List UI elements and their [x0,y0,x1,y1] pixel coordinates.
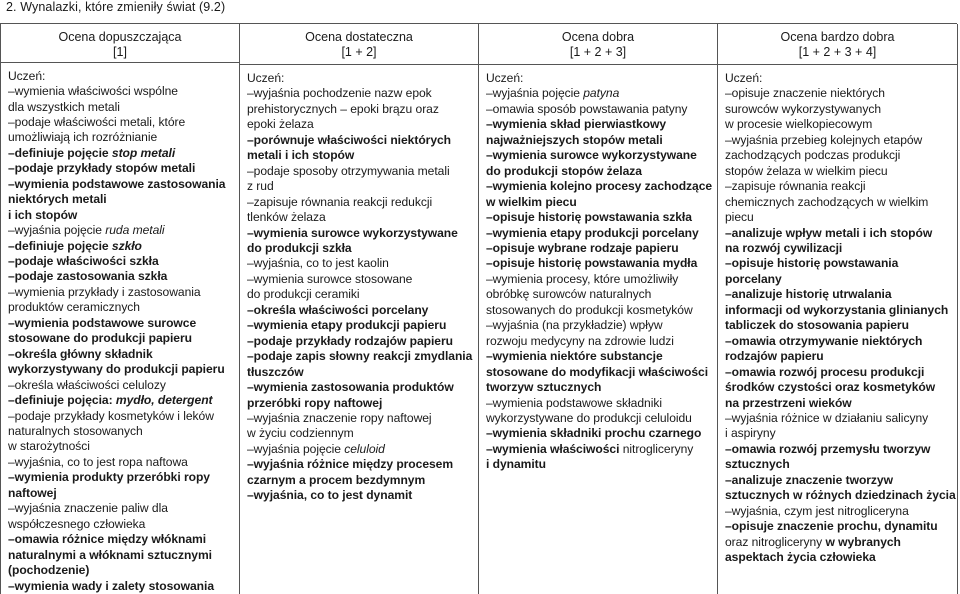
text-run: –określa właściwości celulozy [8,377,166,392]
text-run: Uczeń: [8,68,46,83]
requirement-line [8,455,233,470]
text-run: Uczeń: [247,71,285,85]
text-run: –wymienia etapy produkcji porcelany [486,225,699,240]
text-run: wykorzystywane do produkcji celuloidu [486,410,692,425]
column-title: Ocena dostateczna [305,30,413,44]
requirement-line [8,285,233,300]
requirement-line [725,256,951,271]
requirement-line [8,439,233,454]
text-run: –wymienia zastosowania produktów [247,380,454,395]
requirement-line [725,210,951,225]
requirement-line [725,349,951,364]
text-run: –wymienia podstawowe zastosowania [8,176,226,191]
text-run: zachodzących podczas produkcji [725,148,901,163]
text-run: środków czystości oraz kosmetyków [725,380,936,395]
text-run: –wymienia etapy produkcji papieru [247,318,447,333]
requirement-line [247,226,472,241]
text-run: tlenków żelaza [247,210,326,225]
requirement-line [486,256,711,271]
requirement-line [725,102,951,117]
requirement-line [725,179,951,194]
requirement-line [486,365,711,380]
column-header [1,24,239,63]
requirement-line [8,130,233,145]
requirement-line [8,69,233,84]
requirement-line [725,71,951,86]
requirement-line [725,426,951,441]
text-run: –definiuje pojęcia: [8,393,116,408]
text-run: –podaje przykłady stopów metali [8,161,196,176]
requirement-line [725,380,951,395]
text-run: –podaje przykłady rodzajów papieru [247,333,453,348]
requirement-line [486,396,711,411]
text-run: i dynamitu [486,457,546,472]
requirement-line [247,426,472,441]
text-run: –wymienia składniki prochu czarnego [486,426,702,441]
requirement-line [725,117,951,132]
text-run: stosowane do modyfikacji właściwości [486,364,709,379]
text-run: stosowanych do produkcji kosmetyków [486,302,693,317]
requirement-line [725,411,951,426]
requirement-line [8,486,233,501]
requirement-line [486,71,711,86]
requirement-line [725,241,951,256]
text-run: prehistorycznych – epoki brązu oraz [247,101,439,116]
requirement-line [486,411,711,426]
requirement-line [247,473,472,488]
text-run: w wybranych [825,534,901,549]
column-body [479,65,717,473]
text-run: –wymienia właściwości [486,441,623,456]
text-run: –wymienia procesy, które umożliwiły [486,271,679,286]
text-run: –wyjaśnia (na przykładzie) wpływ [486,318,663,333]
requirement-line [247,179,472,194]
text-run: współczesnego człowieka [8,516,146,531]
requirement-line [486,334,711,349]
text-run: –opisuje historię powstawania szkła [486,210,692,225]
text-run: do produkcji ceramiki [247,287,360,302]
requirement-line [486,426,711,441]
text-run: Uczeń: [486,71,524,85]
requirement-line [725,195,951,210]
text-run: rodzajów papieru [725,349,824,364]
text-run: –wymienia podstawowe składniki [486,395,662,410]
text-run: Uczeń: [725,71,763,85]
text-run: –opisuje znaczenie niektórych [725,86,885,101]
requirement-line [8,579,233,594]
requirement-line [725,442,951,457]
requirement-line [725,318,951,333]
text-run: –określa główny składnik [8,346,153,361]
text-run: –podaje zastosowania szkła [8,269,168,284]
requirement-line [725,148,951,163]
requirement-line [8,269,233,284]
column-header [479,24,717,65]
text-run: epoki żelaza [247,117,314,132]
requirement-line [8,316,233,331]
requirement-line [8,548,233,563]
text-run: –wyjaśnia, co to jest kaolin [247,256,389,271]
requirement-line [486,86,711,101]
text-run: –wyjaśnia przebieg kolejnych etapów [725,132,923,147]
requirement-line [725,504,951,519]
text-run: –analizuje wpływ metali i ich stopów [725,225,933,240]
text-run: (pochodzenie) [8,563,90,578]
column-title: Ocena dopuszczająca [58,30,182,44]
text-run: patyna [583,86,620,101]
text-run: metali i ich stopów [247,148,355,163]
requirement-line [8,300,233,315]
text-run: –wyjaśnia znaczenie ropy naftowej [247,410,432,425]
requirement-line [8,470,233,485]
text-run: –wymienia surowce stosowane [247,271,413,286]
requirement-line [8,331,233,346]
text-run: –analizuje znaczenie tworzyw [725,472,893,487]
requirement-line [8,254,233,269]
text-run: –podaje zapis słowny reakcji zmydlania [247,349,473,364]
requirement-line [8,223,233,238]
text-run: –opisuje historię powstawania mydła [486,256,698,271]
text-run: –opisuje historię powstawania [725,256,899,271]
text-run: na rozwój cywilizacji [725,240,843,255]
column-title: Ocena dobra [561,30,635,44]
text-run: –wymienia niektóre substancje [486,349,663,364]
requirement-line [247,334,472,349]
text-run: szkło [111,238,142,253]
requirement-line [247,256,472,271]
text-run: i ich stopów [8,207,78,222]
text-run: –wymienia kolejno procesy zachodzące [486,179,713,194]
text-run: –podaje sposoby otrzymywania metali [247,163,450,178]
requirement-line [8,501,233,516]
text-run: –wyjaśnia różnice w działaniu salicyny [725,410,929,425]
text-run: –wymienia surowce wykorzystywane [247,225,458,240]
text-run: –wymienia przykłady i zastosowania [8,284,201,299]
requirement-line [8,84,233,99]
text-run: stosowane do produkcji papieru [8,331,192,346]
requirement-line [8,192,233,207]
text-run: do produkcji stopów żelaza [486,163,642,178]
requirement-line [725,86,951,101]
text-run: stopów żelaza w wielkim piecu [725,163,888,178]
requirement-line [725,272,951,287]
requirement-line [247,86,472,101]
text-run: –wymienia właściwości wspólne [8,84,178,99]
requirement-line [247,318,472,333]
text-run: –wyjaśnia różnice między procesem [247,457,454,472]
text-run: –wyjaśnia, czym jest nitrogliceryna [725,503,909,518]
text-run: –wymienia skład pierwiastkowy [486,117,667,132]
text-run: –wymienia podstawowe surowce [8,315,197,330]
requirement-line [725,396,951,411]
text-run: –określa właściwości porcelany [247,302,429,317]
requirement-line [8,362,233,377]
text-run: produktów ceramicznych [8,300,140,315]
text-run: –wyjaśnia pojęcie [247,441,345,456]
requirement-line [8,393,233,408]
text-run: naturalnych stosowanych [8,424,143,439]
text-run: –omawia rozwój przemysłu tworzyw [725,441,931,456]
column-body [1,63,239,594]
text-run: celuloid [344,441,385,456]
requirement-line [8,409,233,424]
requirement-line [725,334,951,349]
text-run: w procesie wielkopiecowym [725,117,873,132]
text-run: przeróbki ropy naftowej [247,395,383,410]
text-run: –podaje właściwości szkła [8,254,159,269]
text-run: –zapisuje równania reakcji [725,179,866,194]
requirement-line [725,303,951,318]
requirement-line [247,272,472,287]
text-run: informacji od wykorzystania glinianych [725,302,949,317]
text-run: –wymienia surowce wykorzystywane [486,148,697,163]
requirement-line [486,195,711,210]
requirement-line [486,148,711,163]
requirement-line [486,303,711,318]
requirement-line [486,226,711,241]
requirement-line [8,146,233,161]
text-run: –wymienia wady i zalety stosowania [8,578,214,593]
text-run: w starożytności [8,439,90,454]
text-run: surowców wykorzystywanych [725,101,882,116]
text-run: porcelany [725,271,782,286]
requirement-line [8,100,233,115]
column-title: Ocena bardzo dobra [780,30,895,44]
text-run: –wyjaśnia, co to jest ropa naftowa [8,454,188,469]
requirement-line [486,272,711,287]
text-run: –wyjaśnia pojęcie [486,86,584,101]
text-run: oraz nitrogliceryny [725,534,826,549]
requirement-line [8,378,233,393]
requirement-line [725,287,951,302]
text-run: najważniejszych stopów metali [486,132,663,147]
text-run: na przestrzeni wieków [725,395,852,410]
requirement-line [8,532,233,547]
text-run: –analizuje historię utrwalania [725,287,892,302]
column-formula: [1 + 2 + 3 + 4] [798,45,877,59]
requirement-line [486,349,711,364]
requirement-line [486,179,711,194]
requirement-line [8,239,233,254]
requirement-line [725,226,951,241]
requirement-line [8,115,233,130]
requirement-line [247,117,472,132]
requirement-line [486,164,711,179]
column-formula: [1 + 2 + 3] [569,45,627,59]
requirement-line [247,195,472,210]
column-formula: [1] [113,45,127,59]
requirement-line [247,287,472,302]
requirement-line [247,102,472,117]
text-run: tabliczek do stosowania papieru [725,318,909,333]
text-run: aspektach życia człowieka [725,550,876,565]
column-formula: [1 + 2] [341,45,377,59]
text-run: niektórych metali [8,192,107,207]
requirement-line [247,164,472,179]
column-body [718,65,957,566]
text-run: w wielkim piecu [486,194,577,209]
requirement-line [486,380,711,395]
requirement-line [247,148,472,163]
text-run: –podaje właściwości metali, które [8,114,186,129]
text-run: –omawia otrzymywanie niektórych [725,333,923,348]
text-run: dla wszystkich metali [8,99,120,114]
text-run: –wyjaśnia pochodzenie nazw epok [247,86,432,101]
text-run: z rud [247,179,274,194]
requirement-line [247,303,472,318]
column-header [718,24,957,65]
requirement-line [725,133,951,148]
requirement-line [247,241,472,256]
requirement-line [247,411,472,426]
text-run: –omawia rozwój procesu produkcji [725,364,925,379]
requirement-line [8,563,233,578]
requirement-line [486,318,711,333]
text-run: –wyjaśnia, co to jest dynamit [247,488,413,503]
requirement-line [725,519,951,534]
text-run: sztucznych [725,457,790,472]
requirement-line [725,457,951,472]
text-run: –wyjaśnia znaczenie paliw dla [8,501,168,516]
requirement-line [8,177,233,192]
text-run: i aspiryny [725,426,776,441]
requirement-line [486,133,711,148]
text-run: stop metali [111,145,176,160]
text-run: –definiuje pojęcie [8,238,112,253]
text-run: –zapisuje równania reakcji redukcji [247,194,433,209]
text-run: –opisuje znaczenie prochu, dynamitu [725,519,938,534]
text-run: rozwoju medycyny na zdrowie ludzi [486,333,674,348]
requirement-line [486,117,711,132]
text-run: –omawia sposób powstawania patyny [486,101,688,116]
text-run: chemicznych zachodzących w wielkim [725,194,929,209]
text-run: –podaje przykłady kosmetyków i leków [8,408,214,423]
text-run: wykorzystywany do produkcji papieru [8,362,225,377]
text-run: sztucznych w różnych dziedzinach życia [725,488,956,503]
requirement-line [486,457,711,472]
text-run: mydło, detergent [115,393,213,408]
requirement-line [247,396,472,411]
requirement-line [725,535,951,550]
requirement-line [8,347,233,362]
text-run: piecu [725,210,754,225]
requirement-line [247,71,472,86]
requirement-line [725,164,951,179]
column-body [240,65,478,504]
requirement-line [725,365,951,380]
requirement-line [8,161,233,176]
column-header [240,24,478,65]
requirement-line [247,210,472,225]
requirement-line [486,210,711,225]
column-bardzo-dobra [718,24,958,594]
text-run: –wyjaśnia pojęcie [8,223,106,238]
text-run: w życiu codziennym [247,426,354,441]
text-run: –porównuje właściwości niektórych [247,132,452,147]
text-run: –wymienia produkty przeróbki ropy [8,470,210,485]
requirement-line [486,241,711,256]
text-run: umożliwiają ich rozróżnianie [8,130,158,145]
requirement-line [8,208,233,223]
text-run: nitrogliceryny [622,441,694,456]
text-run: do produkcji szkła [247,240,352,255]
requirement-line [486,102,711,117]
column-dobra [479,24,718,594]
requirement-line [247,133,472,148]
requirement-line [725,550,951,565]
requirement-line [8,517,233,532]
text-run: naturalnymi a włóknami sztucznymi [8,547,212,562]
requirement-line [247,442,472,457]
grading-table [0,23,957,594]
text-run: ruda metali [105,223,165,238]
column-dopuszczajaca [1,24,240,594]
text-run: –definiuje pojęcie [8,145,112,160]
requirement-line [247,457,472,472]
text-run: obróbkę surowców naturalnych [486,287,652,302]
text-run: tłuszczów [247,364,304,379]
requirement-line [247,349,472,364]
requirement-line [247,380,472,395]
requirement-line [486,442,711,457]
requirement-line [725,473,951,488]
requirement-line [486,287,711,302]
text-run: czarnym a procem bezdymnym [247,472,426,487]
text-run: –opisuje wybrane rodzaje papieru [486,240,679,255]
text-run: –omawia różnice między włóknami [8,532,207,547]
requirement-line [247,488,472,503]
section-title: 2. Wynalazki, które zmieniły świat (9.2) [6,0,226,14]
column-dostateczna [240,24,479,594]
requirement-line [725,488,956,503]
text-run: tworzyw sztucznych [486,380,602,395]
requirement-line [247,365,472,380]
requirement-line [8,424,233,439]
text-run: naftowej [8,485,57,500]
